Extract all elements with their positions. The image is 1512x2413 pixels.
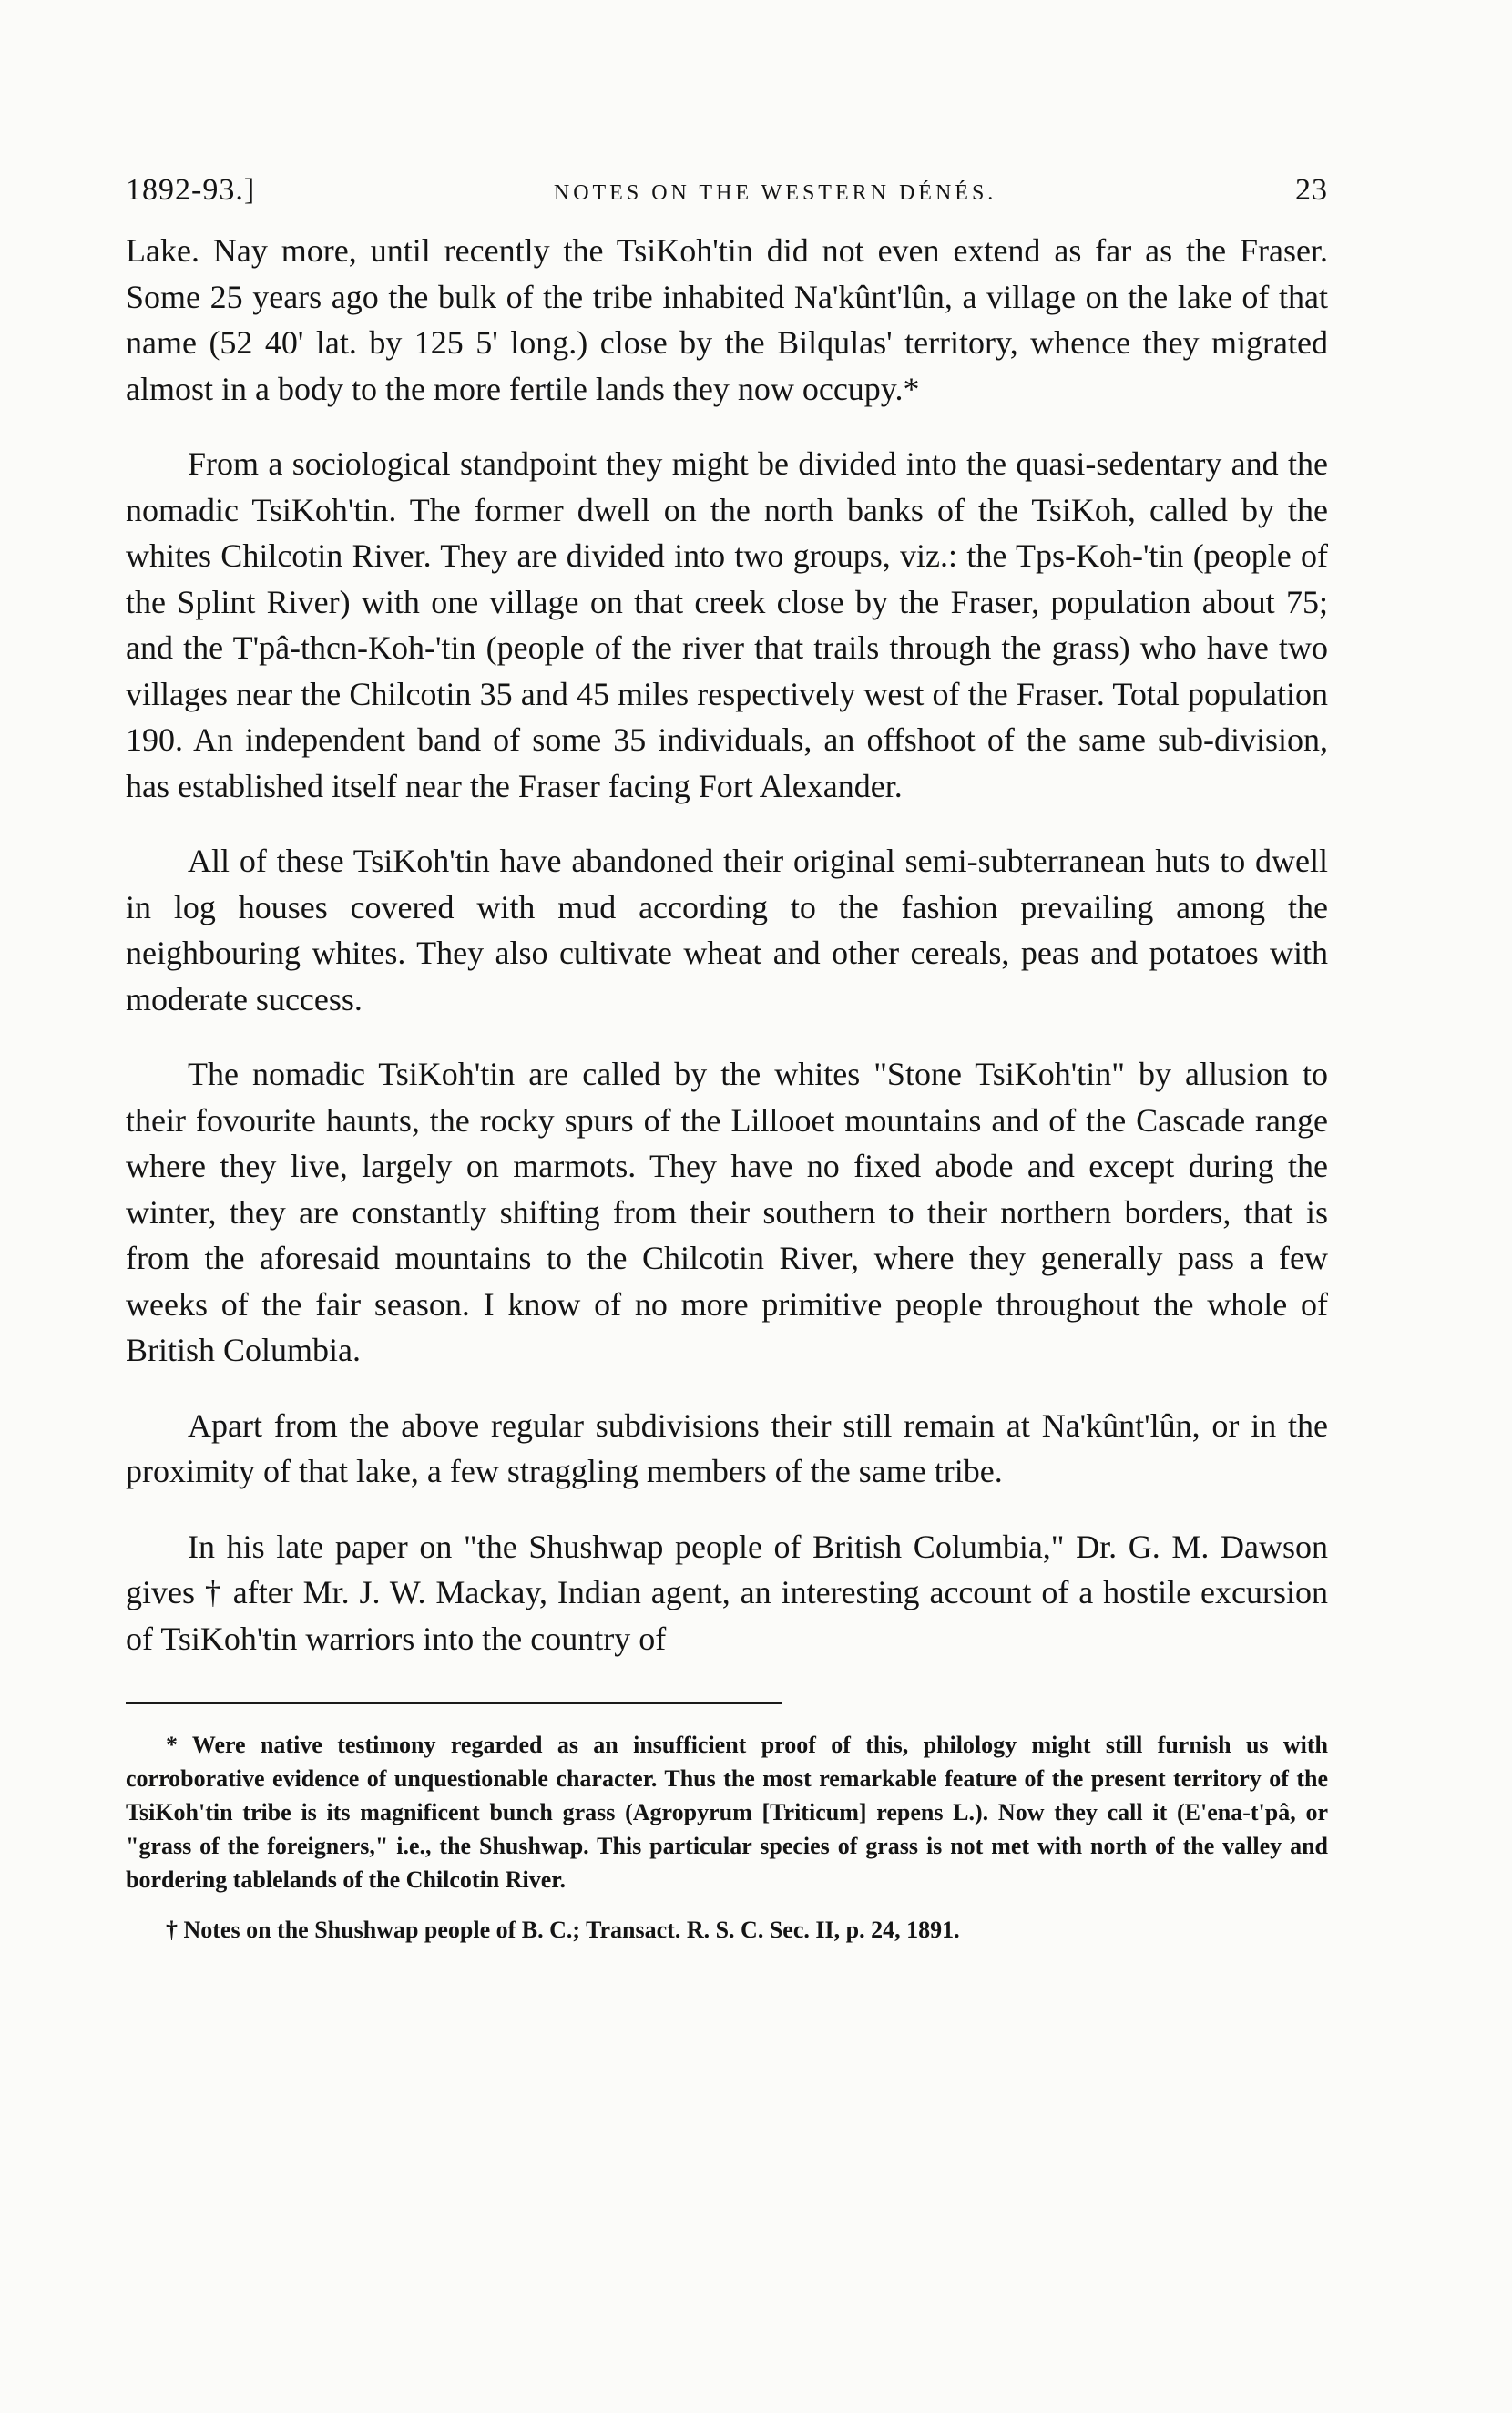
page-number: 23 (1295, 173, 1328, 207)
footnote: † Notes on the Shushwap people of B. C.; Transact. R. S. C. Sec. II, p. 24, 1891. (166, 1917, 960, 1943)
body-text (126, 228, 1328, 1661)
running-head (126, 173, 1328, 208)
paragraph: Apart from the above regular subdivisions their still remain at Na'kûnt'lûn, or in the proximity of that lake, a few straggling members of the same tribe. (126, 1406, 1328, 1489)
paragraph: Lake. Nay more, until recently the TsiKoh'tin did not even extend as far as the Fraser. Some 25 years ago the bulk of the tribe inhabited Na'kûnt'lûn, a village on the lake of that name (52 40' lat. by 125 5' long.) close by the Bilqulas' territory, whence they migrated almost in a body to the more fertile lands they now occupy.* (126, 232, 1328, 407)
paragraph: All of these TsiKoh'tin have abandoned their original semi-subterranean huts to dwell in log houses covered with mud according to the fashion prevailing among the neighbouring whites. They also cultivate wheat and other cereals, peas and potatoes with moderate success. (126, 843, 1328, 1017)
header-years: 1892-93.] (126, 173, 256, 207)
paragraph: From a sociological standpoint they might be divided into the quasi-sedentary and the nomadic TsiKoh'tin. The former dwell on the north banks of the TsiKoh, called by the whites Chilcotin River. They are divided into two groups, viz.: the Tps-Koh-'tin (people of the Splint River) with one village on that creek close by the Fraser, population about 75; and the T'pâ-thcn-Koh-'tin (people of the river that trails through the grass) who have two villages near the Chilcotin 35 and 45 miles respectively west of the Fraser. Total population 190. An independent band of some 35 individuals, an offshoot of the same sub-division, has established itself near the Fraser facing Fort Alexander. (126, 445, 1328, 804)
header-title: NOTES ON THE WESTERN DÉNÉS. (553, 181, 997, 205)
paragraph: In his late paper on "the Shushwap people of British Columbia," Dr. G. M. Dawson gives † after Mr. J. W. Mackay, Indian agent, an interesting account of a hostile excursion of TsiKoh'tin warriors into the country of (126, 1528, 1328, 1657)
footnote-divider (126, 1702, 782, 1704)
footnote: * Were native testimony regarded as an insufficient proof of this, philology might still furnish us with corroborative evidence of unquestionable character. Thus the most remarkable feature of the present territory of the TsiKoh'tin tribe is its magnificent bunch grass (Agropyrum [Triticum] repens L.). Now they call it (E'ena-t'pâ, or "grass of the foreigners," i.e., the Shushwap. This particular species of grass is not met with north of the valley and bordering tablelands of the Chilcotin River. (126, 1732, 1328, 1893)
page (126, 173, 1328, 1947)
footnotes (126, 1728, 1328, 1947)
paragraph: The nomadic TsiKoh'tin are called by the whites "Stone TsiKoh'tin" by allusion to their fovourite haunts, the rocky spurs of the Lillooet mountains and of the Cascade range where they live, largely on marmots. They have no fixed abode and except during the winter, they are constantly shifting from their southern to their northern borders, that is from the aforesaid mountains to the Chilcotin River, where they generally pass a few weeks of the fair season. I know of no more primitive people throughout the whole of British Columbia. (126, 1056, 1328, 1368)
